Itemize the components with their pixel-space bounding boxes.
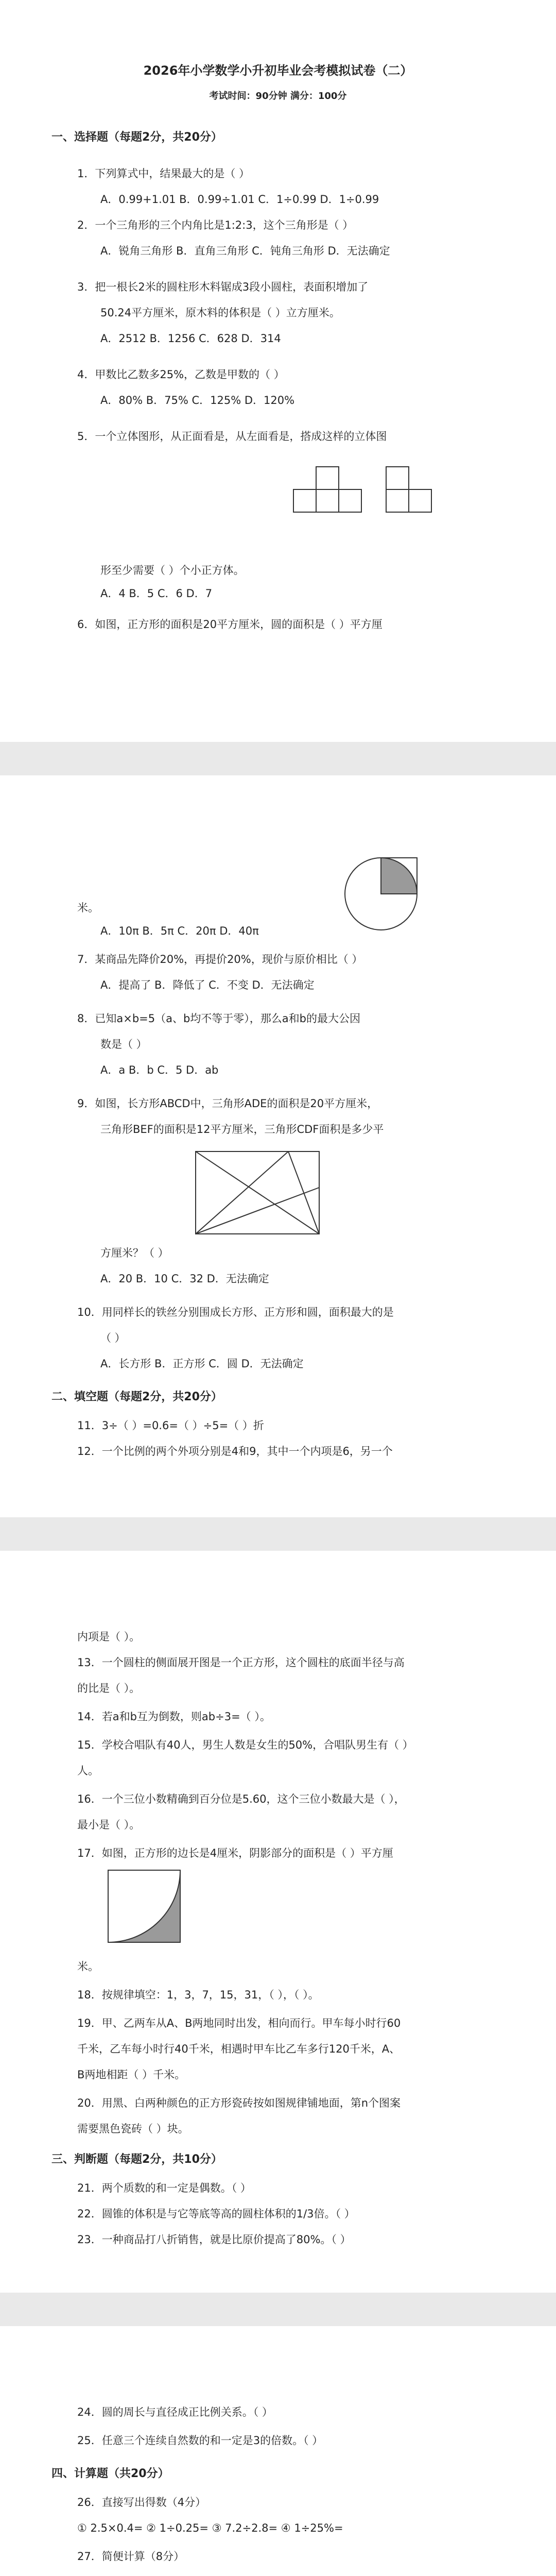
question-6-options: A．10π B．5π C．20π D．40π (100, 925, 259, 937)
question-13: 13．一个圆柱的侧面展开图是一个正方形，这个圆柱的底面半径与高 (77, 1656, 405, 1669)
question-25: 25．任意三个连续自然数的和一定是3的倍数。（ ） (77, 2434, 323, 2447)
question-20-cont: 需要黑色瓷砖（ ）块。 (77, 2123, 189, 2135)
exam-title: 2026年小学数学小升初毕业会考模拟试卷（二） (143, 63, 413, 78)
question-17-cont: 米。 (77, 1960, 99, 1973)
question-24: 24．圆的周长与直径成正比例关系。（ ） (77, 2406, 273, 2418)
question-6: 6．如图，正方形的面积是20平方厘米，圆的面积是（ ）平方厘 (77, 618, 383, 631)
question-10: 10．用同样长的铁丝分别围成长方形、正方形和圆，面积最大的是 (77, 1306, 394, 1318)
question-22: 22．圆锥的体积是与它等底等高的圆柱体积的1/3倍。（ ） (77, 2208, 355, 2220)
question-13-cont: 的比是（ ）。 (77, 1682, 141, 1694)
question-16: 16．一个三位小数精确到百分位是5.60，这个三位小数最大是（ ）， (77, 1793, 405, 1805)
question-9-cont: 三角形BEF的面积是12平方厘米，三角形CDF面积是多少平 (100, 1123, 384, 1136)
section-heading-fill: 二、填空题（每题2分，共20分） (51, 1391, 222, 1403)
question-8-cont: 数是（ ） (100, 1038, 147, 1050)
question-27: 27．简便计算（8分） (77, 2550, 185, 2563)
question-20: 20．用黑、白两种颜色的正方形瓷砖按如图规律铺地面，第n个图案 (77, 2097, 401, 2109)
question-10-cont: （ ） (100, 1332, 126, 1344)
question-10-options: A．长方形 B．正方形 C．圆 D．无法确定 (100, 1358, 304, 1370)
page-3 (0, 1551, 556, 2293)
question-15-cont: 人。 (77, 1765, 99, 1777)
question-8: 8．已知a×b=5（a、b均不等于零），那么a和b的最大公因 (77, 1012, 361, 1025)
question-11: 11．3÷（ ）=0.6=（ ）÷5=（ ）折 (77, 1419, 264, 1432)
question-19-cont: 千米，乙车每小时行40千米，相遇时甲车比乙车多行120千米，A、 (77, 2043, 401, 2055)
question-4-options: A．80% B．75% C．125% D．120% (100, 394, 295, 406)
cube-views-figure (288, 464, 453, 536)
question-2: 2．一个三角形的三个内角比是1:2:3，这个三角形是（ ） (77, 219, 354, 231)
page-2 (0, 775, 556, 1517)
question-5-options: A．4 B．5 C．6 D．7 (100, 587, 213, 600)
question-15: 15．学校合唱队有40人，男生人数是女生的50%，合唱队男生有（ ） (77, 1739, 413, 1751)
question-8-options: A．a B．b C．5 D．ab (100, 1064, 219, 1076)
question-12-cont: 内项是（ ）。 (77, 1631, 141, 1643)
question-16-cont: 最小是（ ）。 (77, 1819, 141, 1831)
question-14: 14．若a和b互为倒数，则ab÷3=（ ）。 (77, 1710, 271, 1723)
question-26: 26．直接写出得数（4分） (77, 2496, 206, 2509)
question-7: 7．某商品先降价20%，再提价20%，现价与原价相比（ ） (77, 953, 363, 965)
question-9: 9．如图，长方形ABCD中，三角形ADE的面积是20平方厘米， (77, 1097, 378, 1110)
question-3-options: A．2512 B．1256 C．628 D．314 (100, 332, 281, 345)
question-7-options: A．提高了 B．降低了 C．不变 D．无法确定 (100, 979, 315, 991)
question-21: 21．两个质数的和一定是偶数。（ ） (77, 2182, 251, 2194)
question-23: 23．一种商品打八折销售，就是比原价提高了80%。（ ） (77, 2233, 351, 2246)
question-18: 18．按规律填空：1，3，7，15，31，（ ），（ ）。 (77, 1989, 319, 2001)
question-9-end: 方厘米？（ ） (100, 1247, 169, 1259)
question-12: 12．一个比例的两个外项分别是4和9，其中一个内项是6，另一个 (77, 1445, 393, 1458)
question-3: 3．把一根长2米的圆柱形木料锯成3段小圆柱，表面积增加了 (77, 281, 369, 293)
question-27-items (77, 2573, 489, 2576)
question-19: 19．甲、乙两车从A、B两地同时出发，相向而行。甲车每小时行60 (77, 2017, 401, 2029)
question-19-end: B两地相距（ ）千米。 (77, 2069, 186, 2081)
question-1: 1．下列算式中，结果最大的是（ ） (77, 167, 250, 180)
question-9-options: A．20 B．10 C．32 D．无法确定 (100, 1273, 269, 1285)
question-5: 5．一个立体图形，从正面看是，从左面看是，搭成这样的立体图 (77, 430, 387, 443)
rectangle-abcd-figure (185, 1141, 329, 1244)
page-1 (0, 0, 556, 742)
question-17: 17．如图，正方形的边长是4厘米，阴影部分的面积是（ ）平方厘 (77, 1847, 393, 1859)
question-4: 4．甲数比乙数多25%，乙数是甲数的（ ） (77, 368, 285, 381)
quarter-circle-figure (103, 1865, 185, 1947)
question-2-options: A．锐角三角形 B．直角三角形 C．钝角三角形 D．无法确定 (100, 245, 390, 257)
section-heading-choice: 一、选择题（每题2分，共20分） (51, 131, 222, 144)
question-26-items: ① 2.5×0.4= ② 1÷0.25= ③ 7.2÷2.8= ④ 1÷25%= (77, 2522, 343, 2534)
section-heading-calc: 四、计算题（共20分） (51, 2467, 169, 2480)
question-3-cont: 50.24平方厘米，原木料的体积是（ ）立方厘米。 (100, 307, 340, 319)
page-4 (0, 2326, 556, 2576)
question-1-options: A．0.99+1.01 B．0.99÷1.01 C．1÷0.99 D．1÷0.99 (100, 193, 379, 206)
question-6-cont: 米。 (77, 902, 99, 914)
question-5-cont: 形至少需要（ ）个小正方体。 (100, 564, 245, 577)
exam-info: 考试时间：90分钟 满分：100分 (209, 91, 347, 101)
section-heading-judge: 三、判断题（每题2分，共10分） (51, 2153, 222, 2166)
